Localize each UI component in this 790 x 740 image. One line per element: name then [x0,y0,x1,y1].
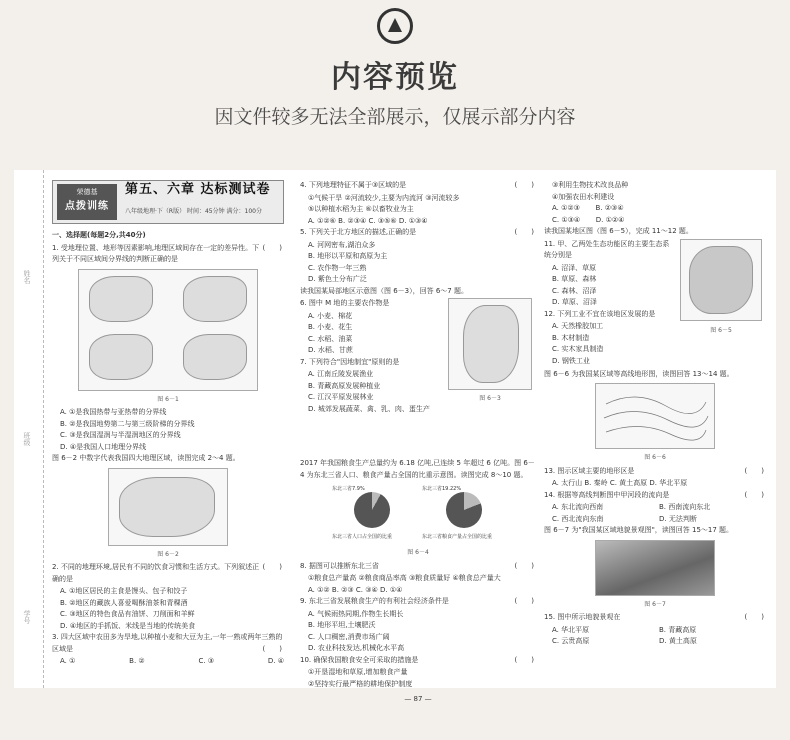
brand-logo: 荣德基 点拨训练 [57,184,117,220]
figure-6-7-photo [595,540,715,596]
figure-6-1 [78,269,258,391]
question-4: ( ) 4. 下列地理特征不属于③区域的是 [300,181,534,189]
question-3: 3. 四大区域中农田多为旱地,以种植小麦和大豆为主,一年一熟或两年三熟的区域是 ( ) [52,633,283,653]
question-15: ( ) 15. 图中所示地貌景观在 [544,613,764,621]
preview-header [0,0,790,168]
intro-6-7: 读我国某局部地区示意图（图 6－3），回答 6～7 题。 [300,286,468,295]
column-right: ③利用生物技术改良品种 ④加强农田水利建设 A. ①②③ B. ②③④ C. ①③④ D. ①②④ 读我国某地区图（图 6－5），完成 11～12 题。 11. 甲、乙两处生态功能区的主要生态系统分别是 A. 沼泽、草原 B. 草原、森林 C. 森林、沼泽 D. 草原、沼泽 12. 下列工业不宜在该地区发展的是 A. 天然橡胶加工 B. 木材制造 C. 实木家具制造 D. 钢铁工业 图 6－5 图 6－6 为我国某区域等高线地形图，读图回答 13～14 题。 图 6－6 ( ) 13. 图示区域主要的地形区是 A. 太行山 B. 秦岭 C. 黄土高原 D. 华北平原 ( ) 14. 根据等高线判断图中甲河段的流向是 A. 东北流向西南 B. 西南流向东北 C. 西北流向东南 D. 无法判断 图 6－7 为"我国某区域地貌景观图"，读图回答 15～17 题。 图 6－7 ( ) 15. 图中所示地貌景观在 A. 华北平原 B. 青藏高原 C. 云贵高原 D. 黄土高原 [544,181,764,645]
pie-grain [446,492,482,528]
question-5: ( ) 5. 下列关于北方地区的描述,正确的是 [300,228,534,236]
question-14: ( ) 14. 根据等高线判断图中甲河段的流向是 [544,490,764,499]
binding-gutter [14,170,44,688]
exam-page [14,170,776,703]
preview-subtitle: 因文件较多无法全部展示，仅展示部分内容 [214,106,576,128]
q3-options: A. ① B. ② C. ③ D. ④ [60,657,284,665]
question-13: ( ) 13. 图示区域主要的地形区是 [544,466,764,475]
column-middle: ( ) 4. 下列地理特征不属于③区域的是 ①气候干旱 ②河流较少,主要为内流河 ③河流较多 ⑤以种植水稻为主 ⑥以畜牧业为主 A. ①②⑥ B. ②③④ C. ③⑤⑥ D. ①③④ ( ) 5. 下列关于北方地区的描述,正确的是 A. 河网密布,湖泊众多 B. 地形以平原和高原为主 C. 农作物一年三熟 D. 紫色土分布广泛 读我国某局部地区示意图（图 6－3），回答 6～7 题。 6. 图中 M 地的主要农作物是 A. 小麦、棉花 B. 小麦、花生 C. 水稻、油菜 D. 水稻、甘蔗 7. 下列符合"因地制宜"原则的是 A. 江南丘陵发展渔业 B. 青藏高原发展种植业 C. 江汉平原发展林业 D. 城郊发展蔬菜、禽、乳、肉、蛋生产 图 6－3 2017 年我国粮食生产总量约为 6.18 亿吨,已连续 5 年超过 6 亿吨。图 6－4 为东北三省人口、粮食产量占全国的比重示意图。读图完成 8～10 题。 东北三省7.9% 东北三省19.22% 东北三省人口占全国的比重 东北三省粮食产量占全国的比重 图 6－4 ( ) 8. 据图可以推断东北三省 ①粮食总产量高 ②粮食商品率高 ③粮食质量好 ④粮食总产量大 A. ①② B. ②③ C. ③④ D. ①④ ( ) 9. 东北三省发展粮食生产的有利社会经济条件是 A. 气候雨热同期,作物生长期长 B. 地形平坦,土壤肥沃 C. 人口稠密,消费市场广阔 D. 农业科技发达,机械化水平高 ( ) 10. 确保我国粮食安全可采取的措施是 ①开垦湿地和草原,增加粮食产量 ②坚持实行最严格的耕地保护制度 — 87 — [300,180,536,706]
gutter-id-label: 学号 [23,610,31,624]
figure-caption: 图 6－1 [157,395,179,403]
q2-options: A. ①地区居民的主食是馒头、包子和饺子 B. ②地区的藏族人喜爱喝酥油茶和青稞酒 C. ③地区的特色食品有油饼、刀削面和羊鲜 D. ④地区的手抓饭、米线是当地的传统美食 [60,587,196,630]
figure-6-2 [108,468,228,546]
q1-options: A. ①是我国热带与亚热带的分界线 B. ②是我国地势第二与第三级阶梯的分界线 C. ③是我国湿润与半湿润地区的分界线 D. ④是我国人口地理分界线 [60,408,195,451]
figure-6-6 [595,383,715,449]
question-8: ( ) 8. 据图可以推断东北三省 [300,561,534,570]
chapter-meta: 八年级地理·下（R版） 时间：45分钟 满分：100分 [125,208,262,215]
column-left [52,180,284,668]
chapter-banner [52,180,284,224]
figure-6-5 [680,239,762,321]
gutter-class-label: 班级 [23,432,31,446]
up-arrow-icon [377,8,413,44]
question-11: 11. 甲、乙两处生态功能区的主要生态系统分别是 [544,239,670,259]
intro-13-14: 图 6－6 为我国某区域等高线地形图，读图回答 13～14 题。 [544,369,734,378]
q9-options: A. 气候雨热同期,作物生长期长 B. 地形平坦,土壤肥沃 C. 人口稠密,消费市场广阔 D. 农业科技发达,机械化水平高 [308,609,405,652]
contour-lines [596,384,714,448]
q7-options: A. 江南丘陵发展渔业 B. 青藏高原发展种植业 C. 江汉平原发展林业 D. 城郊发展蔬菜、禽、乳、肉、蛋生产 [308,370,430,413]
section-heading: 一、选择题(每题2分,共40分) [52,231,146,239]
question-9: ( ) 9. 东北三省发展粮食生产的有利社会经济条件是 [300,597,534,605]
pie-population [354,492,390,528]
question-10: ( ) 10. 确保我国粮食安全可采取的措施是 [300,655,534,664]
question-6: 6. 图中 M 地的主要农作物是 [300,299,390,307]
intro-8-10: 2017 年我国粮食生产总量约为 6.18 亿吨,已连续 5 年超过 6 亿吨。图 6－4 为东北三省人口、粮食产量占全国的比重示意图。读图完成 8～10 题。 [300,459,535,479]
figure-6-3 [448,298,532,390]
question-7: 7. 下列符合"因地制宜"原则的是 [300,357,400,366]
figure-6-4: 东北三省7.9% 东北三省19.22% 东北三省人口占全国的比重 东北三省粮食产量占全国的比重 [330,484,506,544]
question-12: 12. 下列工业不宜在该地区发展的是 [544,309,656,318]
preview-title: 内容预览 [331,60,459,95]
figure-caption: 图 6－2 [157,550,179,558]
intro-2-4: 图 6－2 中数字代表我国四大地理区域，读图完成 2～4 题。 [52,454,240,462]
intro-11-12: 读我国某地区图（图 6－5），完成 11～12 题。 [544,227,693,235]
page-number: — 87 — [404,695,432,703]
intro-15-17: 图 6－7 为"我国某区域地貌景观图"，读图回答 15～17 题。 [544,526,734,534]
question-1: ( ) 1. 受地理位置、地形等因素影响,地理区域间存在一定的差异性。下列关于不同区域间分界线的判断正确的是 [52,243,282,263]
question-2: ( ) 2. 不同的地理环境,居民有不同的饮食习惯和生活方式。下列叙述正确的是 [52,563,282,583]
chapter-title: 第五、六章 达标测试卷 [125,182,271,197]
gutter-name-label: 姓名 [23,270,31,284]
q6-options: A. 小麦、棉花 B. 小麦、花生 C. 水稻、油菜 D. 水稻、甘蔗 [308,311,353,354]
q5-options: A. 河网密布,湖泊众多 B. 地形以平原和高原为主 C. 农作物一年三熟 D. 紫色土分布广泛 [308,240,388,283]
